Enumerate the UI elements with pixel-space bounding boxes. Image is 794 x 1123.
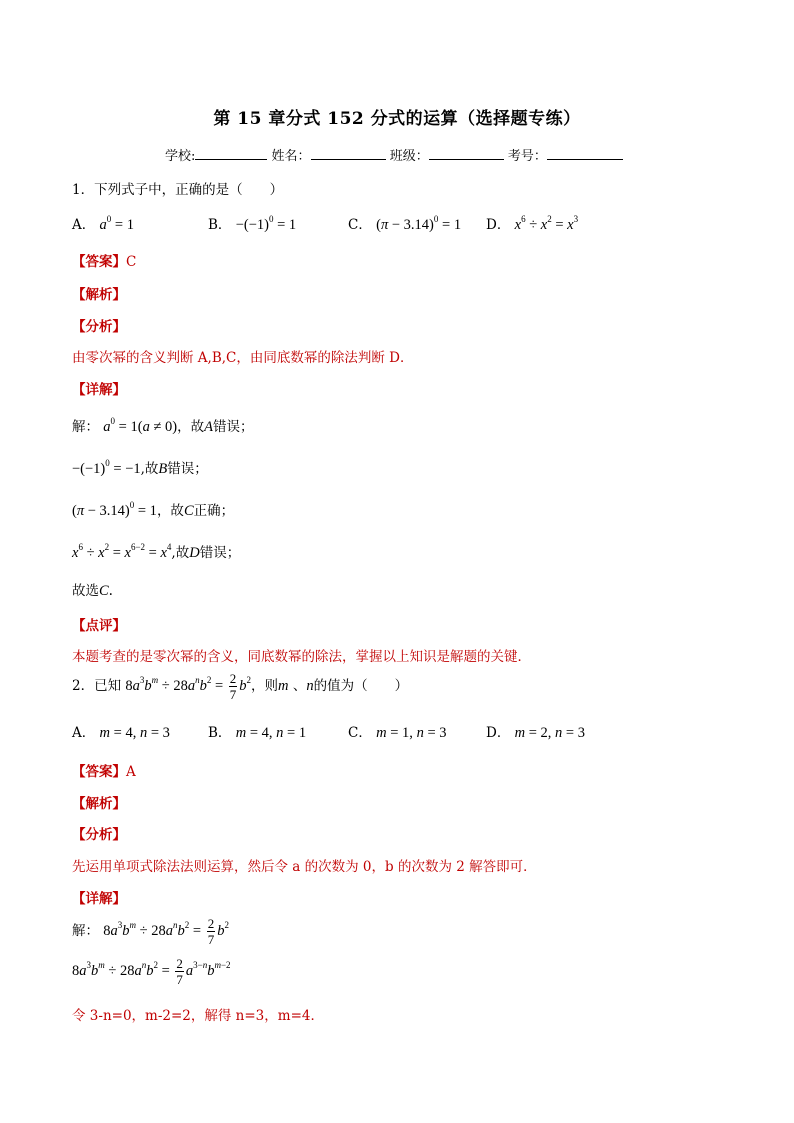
q2-stem: 2．已知 $8a^3b^m \div 28a^nb^2$ = $\frac{2}{7}$ $b^2$，则m 、n的值为（ ） [72,671,409,702]
q1-detail-tag: 【详解】 [72,382,126,398]
q2-option-a: A． m = 4, n = 3 [72,725,170,741]
q2-analysis-tag: 【解析】 [72,796,126,812]
q1-fenxi-text: 由零次幂的含义判断 A,B,C，由同底数幂的除法判断 D． [72,350,414,366]
q1-detail-line-3: $(\pi - 3.14)^0 = 1$，故C正确； [72,500,235,519]
class-blank[interactable] [429,147,504,160]
q2-fenxi-text: 先运用单项式除法法则运算，然后令 a 的次数为 0，b 的次数为 2 解答即可． [72,859,537,875]
q1-answer-value: C [126,254,137,270]
school-label: 学校: [165,149,196,164]
q1-option-b: B． $-(-1)^0 = 1$ [208,214,297,233]
q1-option-c: C． $(\pi - 3.14)^0 = 1$ [348,214,462,233]
name-blank[interactable] [311,147,386,160]
page-title: 第 15 章分式 152 分式的运算（选择题专练） [213,109,581,129]
q1-conclusion: 故选C. [72,583,113,599]
q2-option-c: C． m = 1, n = 3 [348,725,447,741]
q1-comment-text: 本题考查的是零次幂的含义，同底数幂的除法，掌握以上知识是解题的关键． [72,649,531,665]
q1-comment-tag: 【点评】 [72,618,126,634]
q1-option-d: D． $x^6 \div x^2 = x^3$ [486,214,579,233]
q2-option-b: B． m = 4, n = 1 [208,725,307,741]
q1-option-a: A． $a^0 = 1$ [72,214,134,233]
q2-detail-line-1: 解： $8a^3b^m \div 28a^nb^2$ = $\frac{2}{7}$ $b^2$ [72,916,229,947]
q1-detail-line-1: 解： $a^0 = 1(a \ne 0)$，故A错误； [72,416,254,435]
q2-answer: 【答案】A [72,764,136,780]
number-label: 考号： [507,149,547,164]
q1-stem: 1．下列式子中，正确的是（ ） [72,182,284,198]
q2-detail-line-2: $8a^3b^m \div 28a^nb^2$ = $\frac{2}{7}$ $a^{3-n}b^{m-2}$ [72,956,231,987]
name-label: 姓名： [271,149,311,164]
q1-answer: 【答案】C [72,254,137,270]
q1-fenxi-tag: 【分析】 [72,319,126,335]
q2-answer-value: A [126,764,136,780]
q2-option-d: D． m = 2, n = 3 [486,725,585,741]
class-label: 班级： [389,149,429,164]
student-info-line [165,145,623,164]
q1-analysis-tag: 【解析】 [72,287,126,303]
q2-final-line: 令 3-n=0，m-2=2，解得 n=3，m=4． [72,1008,324,1024]
school-blank[interactable] [195,147,267,160]
number-blank[interactable] [547,147,623,160]
q1-detail-line-4: $x^6 \div x^2 = x^{6-2} = x^4$,故D错误； [72,542,241,561]
q2-fenxi-tag: 【分析】 [72,827,126,843]
q1-detail-line-2: $-(-1)^0 = -1$,故B错误； [72,458,208,477]
q2-detail-tag: 【详解】 [72,891,126,907]
